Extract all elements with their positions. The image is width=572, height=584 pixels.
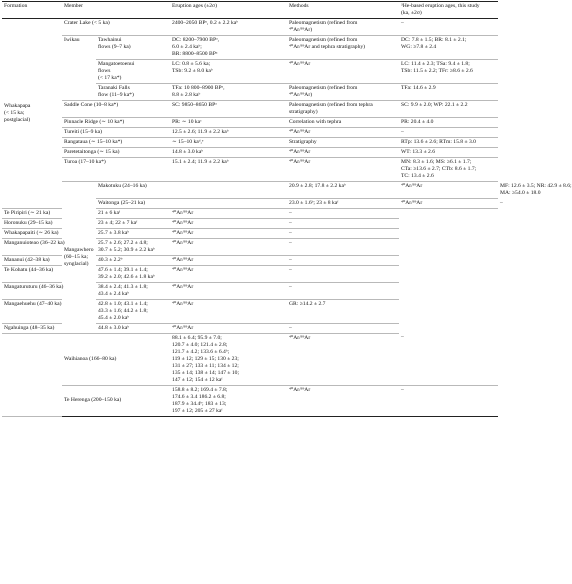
cell-text-line: ∼ 15–10 kaᵈ,ᵉ (172, 139, 204, 145)
cell-text-line: (60–15 ka; (64, 253, 89, 260)
ages-cell (170, 84, 287, 101)
methods-cell (170, 208, 287, 218)
cell-text-line: 2400–2050 BPᵃ, 0.2 ± 2.2 kaᵇ (172, 20, 239, 26)
cell-text-line: – (401, 129, 404, 135)
cell-text-line: 135 ± 14; 138 ± 14; 147 ± 10; (172, 369, 240, 376)
cell-text-line: TSb: 9.2 ± 8.0 kaᵇ (172, 68, 213, 74)
cell-text-line: GR: ≥14.2 ± 2.7 (289, 300, 326, 307)
ages-cell (96, 282, 170, 299)
cell-text-line: 187.9 ± 34.4ᵇ; 183 ± 13; (172, 400, 227, 407)
cell-text-line: ⁴⁰Ar/³⁹Ar and tephra stratigraphy) (289, 44, 366, 50)
ages-cell (170, 138, 287, 148)
he-ages-cell (287, 255, 399, 265)
he-ages-cell (287, 265, 399, 282)
header-row (2, 2, 498, 19)
member-cell (2, 299, 96, 323)
cell-text-line: ⁴⁰Ar/³⁹Ar (289, 159, 311, 165)
member-cell (62, 385, 170, 416)
he-ages-cell (399, 138, 498, 148)
cell-text-line: SC: 9.9 ± 2.0; WP: 22.1 ± 2.2 (401, 102, 468, 108)
cell-text-line: ⁴⁰Ar/³⁹Ar (172, 229, 194, 236)
he-ages-cell (399, 158, 498, 182)
cell-text-line: ⁴⁰Ar/³⁹Ar (289, 61, 311, 67)
cell-text-line: Manganuioteao (36–22 ka) (4, 239, 65, 246)
methods-cell (399, 198, 498, 208)
ages-cell (96, 218, 170, 228)
cell-text-line: 14.8 ± 3.0 kaᵇ (172, 149, 204, 155)
cell-text-line: – (289, 256, 292, 263)
ages-cell (170, 158, 287, 182)
member-cell (62, 128, 170, 138)
member-cell (2, 228, 96, 238)
methods-cell (170, 255, 287, 265)
methods-cell (170, 265, 287, 282)
cell-text-line: Whakapapaiti (∼ 26 ka) (4, 229, 59, 236)
ages-cell (96, 208, 170, 218)
cell-text-line: LC: 0.8 ± 5.6 ka; (172, 61, 211, 67)
table-row (2, 218, 498, 228)
member-cell (2, 208, 96, 218)
ages-cell (170, 333, 287, 385)
methods-cell (287, 84, 399, 101)
cell-text-line: PR: ∼ 10 kaᶜ (172, 119, 202, 125)
member-cell (96, 84, 170, 101)
member-cell (62, 118, 170, 128)
cell-text-line: 174.6 ± 3.4 186.2 ± 6.8; (172, 393, 226, 400)
header-eruption-ages: Eruption ages (±2σ) (170, 2, 287, 19)
he-ages-cell (287, 282, 399, 299)
cell-text-line: 158.8 ± 8.2; 169.4 ± 7.8; (172, 386, 228, 393)
ages-cell (170, 60, 287, 84)
cell-text-line: ⁴⁰Ar/³⁹Ar (289, 386, 311, 393)
header-he-ages (399, 2, 498, 19)
methods-cell (287, 101, 399, 118)
cell-text-line: Ngahuinga (48–35 ka) (4, 324, 55, 331)
cell-text-line: 40.3 ± 2.2ᵇ (98, 256, 123, 263)
cell-text-line: 42.8 ± 1.0; 43.1 ± 1.4; (98, 300, 148, 307)
cell-text-line: 23.0 ± 1.6ᵇ; 23 ± 8 kaᶠ (289, 199, 339, 206)
cell-text-line: Paretetaitonga (∼ 15 ka) (64, 149, 120, 155)
table-row (2, 228, 498, 238)
ages-cell (170, 101, 287, 118)
cell-text-line: Turoa (17–10 ka*) (64, 159, 106, 165)
methods-cell (287, 36, 399, 60)
cell-text-line: TFa: 10 800–8900 BPᵃ, (172, 85, 225, 91)
cell-text-line: Stratigraphy (289, 139, 317, 145)
cell-text-line: Paleomagnetism (refined from (289, 85, 358, 91)
ages-cell (96, 228, 170, 238)
methods-cell (287, 138, 399, 148)
cell-text-line: postglacial) (4, 116, 31, 123)
header-he-ages-line1: ³He-based eruption ages, this study (401, 3, 480, 9)
methods-cell (287, 118, 399, 128)
methods-cell (287, 385, 399, 416)
cell-text-line: synglacial) (64, 260, 89, 267)
he-ages-cell (399, 19, 498, 36)
cell-text-line: – (401, 386, 404, 393)
member-cell (2, 218, 96, 228)
ages-cell (170, 128, 287, 138)
cell-text-line: 12.5 ± 2.6; 11.9 ± 2.2 kaᵇ (172, 129, 229, 135)
cell-text-line: 147 ± 12; 154 ± 12 kaᶠ (172, 376, 223, 383)
cell-text-line: Whakapapa (4, 102, 31, 109)
cell-text-line: flows (9–7 ka) (98, 44, 131, 50)
table-row (2, 299, 498, 323)
cell-text-line: stratigraphy) (289, 109, 318, 115)
ages-cell (170, 118, 287, 128)
cell-text-line: flows (98, 68, 111, 74)
table-row (2, 36, 498, 60)
cell-text-line: 25.7 ± 2.6; 27.2 ± 4.8; (98, 239, 148, 246)
cell-text-line: Makotuku (24–16 ka) (98, 183, 147, 189)
cell-text-line: ⁴⁰Ar/³⁹Ar (289, 129, 311, 135)
methods-cell (287, 158, 399, 182)
cell-text-line: WT: 13.3 ± 2.6 (401, 149, 436, 155)
cell-text-line: Horonuku (29–15 ka) (4, 219, 53, 226)
cell-text-line: Mangaehuehu (47–40 ka) (4, 300, 62, 307)
he-ages-cell (399, 101, 498, 118)
cell-text-line: TFa: 14.6 ± 2.9 (401, 85, 436, 91)
cell-text-line: – (289, 219, 292, 226)
cell-text-line: SC: 9850–8650 BPᵃ (172, 102, 217, 108)
cell-text-line: 45.4 ± 2.0 kaᵇ (98, 314, 130, 321)
cell-text-line: – (289, 283, 292, 290)
cell-text-line: Paleomagnetism (refined from (289, 37, 358, 43)
cell-text-line: DC: 7.8 ± 1.5; BR: 8.1 ± 2.1; (401, 37, 467, 43)
cell-text-line: Mananui (42–38 ka) (4, 256, 50, 263)
cell-text-line: ⁴⁰Ar/³⁹Ar (172, 209, 194, 216)
header-member: Member (62, 2, 170, 19)
methods-cell (287, 333, 399, 385)
table-row: Waitonga (25–21 ka) 23.0 ± 1.6ᵇ; 23 ± 8 kaᶠ ⁴⁰Ar/³⁹Ar – (2, 198, 498, 208)
cell-text-line: ⁴⁰Ar/³⁹Ar (289, 334, 311, 341)
member-cell (96, 182, 287, 199)
cell-text-line: Tawhainui (98, 37, 122, 43)
cell-text-line: Saddle Cone (10–8 ka*) (64, 102, 119, 108)
cell-text-line: BR: 8800–8500 BPᵃ (172, 51, 218, 57)
table-row (2, 118, 498, 128)
cell-text-line: Te Herenga (200–150 ka) (64, 397, 122, 403)
table-row (2, 385, 498, 416)
he-ages-cell (399, 60, 498, 84)
cell-text-line: Taranaki Falls (98, 85, 130, 91)
cell-text-line: Mangatoetoenui (98, 61, 135, 67)
cell-text-line: DC: 8200–7900 BPᵃ, (172, 37, 220, 43)
he-ages-cell (287, 218, 399, 228)
member-cell (62, 138, 170, 148)
cell-text-line: TC: 13.4 ± 2.6 (401, 173, 434, 179)
member-cell (62, 158, 170, 182)
table-row: Mangawhero (60–15 ka; synglacial) Makotuku (24–16 ka) 20.9 ± 2.8; 17.8 ± 2.2 kaᵇ ⁴⁰Ar/³⁹Ar MF: 12.6 ± 3.5; NR: 42.9 ± 8.6; MA: ≥54.0 ± 18.0 (2, 182, 498, 199)
cell-text-line: 23 ± 4; 22 ± 7 kaᶠ (98, 219, 138, 226)
cell-text-line: 15.1 ± 2.4; 11.9 ± 2.2 kaᵇ (172, 159, 229, 165)
cell-text-line: – (289, 229, 292, 236)
he-ages-cell (399, 333, 498, 385)
methods-cell (170, 299, 287, 323)
ages-cell (170, 148, 287, 158)
member-cell (96, 36, 170, 60)
cell-text-line: 88.1 ± 6.4; 95.9 ± 7.0; (172, 334, 222, 341)
member-cell (62, 333, 170, 385)
cell-text-line: ⁴⁰Ar/³⁹Ar (172, 324, 194, 331)
member-cell (96, 198, 287, 208)
header-formation: Formation (2, 2, 62, 19)
member-cell (62, 148, 170, 158)
methods-cell (287, 128, 399, 138)
eruption-ages-table (2, 1, 572, 417)
cell-text-line: Rangataua (∼ 15–10 ka*) (64, 139, 123, 145)
table-row (2, 128, 498, 138)
he-ages-cell (399, 118, 498, 128)
table-row (2, 138, 498, 148)
cell-text-line: TSb: 11.5 ± 2.2; TFr: ≥8.6 ± 2.6 (401, 68, 473, 74)
cell-text-line: Pinnacle Ridge (∼ 10 ka*) (64, 119, 125, 125)
table-row (2, 158, 498, 182)
cell-text-line: MN: 8.3 ± 1.6; MS: ≥6.1 ± 1.7; (401, 159, 472, 165)
he-ages-cell (287, 299, 399, 323)
cell-text-line: ⁴⁰Ar/³⁹Ar) (289, 27, 313, 33)
table-row (2, 333, 498, 385)
ages-cell (96, 255, 170, 265)
cell-text-line: 197 ± 12; 205 ± 27 kaᶠ (172, 407, 223, 414)
cell-text-line: Paleomagnetism (refined from (289, 20, 358, 26)
he-ages-cell (399, 385, 498, 416)
methods-cell (170, 238, 287, 255)
table-row (2, 19, 498, 36)
cell-text-line: RTp: 13.6 ± 2.6; RTm: 15.8 ± 3.0 (401, 139, 476, 145)
table-row (2, 208, 498, 218)
cell-text-line: Tureiti (15–9 ka) (64, 129, 103, 135)
methods-cell (170, 282, 287, 299)
cell-text-line: Waihianoa (166–80 ka) (64, 355, 117, 362)
cell-text-line: 25.7 ± 3.8 kaᵇ (98, 229, 130, 236)
member-cell (2, 323, 96, 333)
page (0, 1, 572, 584)
methods-cell (399, 182, 498, 199)
he-ages-cell (287, 238, 399, 255)
methods-cell (170, 323, 287, 333)
cell-text-line: 8.8 ± 2.8 kaᵇ (172, 92, 201, 98)
methods-cell (170, 218, 287, 228)
methods-cell (287, 19, 399, 36)
cell-text-line: – (401, 334, 404, 340)
ages-cell (287, 182, 399, 199)
cell-text-line: ⁴⁰Ar/³⁹Ar) (289, 92, 313, 98)
formation-cell-whakapapa (2, 19, 62, 209)
member-cell (62, 19, 170, 36)
ages-cell (96, 265, 170, 282)
table-row (2, 323, 498, 333)
cell-text-line: 119 ± 12; 129 ± 15; 130 ± 23; (172, 355, 239, 362)
member-cell (2, 282, 96, 299)
he-ages-cell (287, 323, 399, 333)
methods-cell (287, 148, 399, 158)
ages-cell (170, 36, 287, 60)
he-ages-cell (287, 208, 399, 218)
cell-text-line: 120.7 ± 4.0; 121.4 ± 2.8; (172, 341, 228, 348)
member-cell (62, 101, 170, 118)
cell-text-line: Te Piripiri (∼ 21 ka) (4, 209, 51, 216)
cell-text-line: 39.2 ± 2.0; 42.6 ± 1.8 kaᵇ (98, 273, 155, 280)
he-ages-cell (399, 84, 498, 101)
cell-text-line: 38.4 ± 2.4; 41.3 ± 1.8; (98, 283, 148, 290)
cell-text-line: 43.4 ± 2.4 kaᵇ (98, 290, 130, 297)
cell-text-line: – (401, 20, 404, 26)
methods-cell (287, 60, 399, 84)
ages-cell (170, 19, 287, 36)
table-row (2, 101, 498, 118)
formation-cell-empty (2, 333, 62, 416)
cell-text-line: 6.0 ± 2.4 kaᵇ; (172, 44, 202, 50)
cell-text-line: Te Kohatu (44–36 ka) (4, 266, 54, 273)
cell-text-line: 21 ± 6 kaᶠ (98, 209, 121, 216)
cell-text-line: 131 ± 27; 133 ± 11; 134 ± 12; (172, 362, 239, 369)
cell-text-line: ⁴⁰Ar/³⁹Ar (172, 239, 194, 246)
ages-cell (287, 198, 399, 208)
he-ages-cell (287, 228, 399, 238)
cell-text-line: – (289, 209, 292, 216)
cell-text-line: WG: ≥7.8 ± 2.4 (401, 44, 437, 50)
cell-text-line: 20.9 ± 2.8; 17.8 ± 2.2 kaᵇ (289, 183, 346, 189)
ages-cell (96, 323, 170, 333)
header-he-ages-line2: (ka, ±2σ) (401, 10, 422, 16)
cell-text-line: 47.6 ± 1.4; 39.1 ± 1.4; (98, 266, 148, 273)
member-cell (96, 60, 170, 84)
cell-text-line: ⁴⁰Ar/³⁹Ar (172, 300, 194, 307)
cell-text-line: 30.7 ± 5.2; 30.9 ± 2.2 kaᵇ (98, 246, 155, 253)
cell-text-line: 43.3 ± 1.6; 44.2 ± 1.8; (98, 307, 148, 314)
he-ages-cell (399, 128, 498, 138)
he-ages-cell (399, 148, 498, 158)
table-row (2, 282, 498, 299)
table-row (2, 148, 498, 158)
ages-cell (170, 385, 287, 416)
cell-text-line: Waitonga (25–21 ka) (98, 199, 146, 206)
cell-text-line: ⁴⁰Ar/³⁹Ar (172, 266, 194, 273)
cell-text-line: Mangaturuturu (46–36 ka) (4, 283, 64, 290)
cell-text-line: Crater Lake (< 5 ka) (64, 20, 110, 26)
cell-text-line: CTa: ≥13.6 ± 2.7; CTb: 8.6 ± 1.7; (401, 166, 477, 172)
cell-text-line: ⁴⁰Ar/³⁹Ar (172, 219, 194, 226)
cell-text-line: Correlation with tephra (289, 119, 342, 125)
cell-text-line: ⁴⁰Ar/³⁹Ar (289, 149, 311, 155)
cell-text-line: (< 15 ka; (4, 109, 25, 116)
ages-cell (96, 299, 170, 323)
cell-text-line: Mangawhero (64, 246, 94, 253)
cell-text-line: – (289, 239, 292, 246)
methods-cell (170, 228, 287, 238)
header-methods: Methods (287, 2, 399, 19)
cell-text-line: flow (11–9 ka*) (98, 92, 134, 98)
cell-text-line: ⁴⁰Ar/³⁹Ar (401, 183, 423, 189)
he-ages-cell (399, 36, 498, 60)
ages-cell (96, 238, 170, 255)
member-group-iwikau: Iwikau (62, 36, 96, 101)
cell-text-line: LC: 11.4 ± 2.3; TSa: 9.4 ± 1.8; (401, 61, 470, 67)
cell-text-line: Paleomagnetism (refined from tephra (289, 102, 373, 108)
cell-text-line: ⁴⁰Ar/³⁹Ar (172, 256, 194, 263)
cell-text-line: PR: 20.4 ± 4.0 (401, 119, 434, 125)
cell-text-line: ⁴⁰Ar/³⁹Ar (172, 283, 194, 290)
cell-text-line: 44.8 ± 3.0 kaᵇ (98, 324, 130, 331)
cell-text-line: – (289, 266, 292, 273)
cell-text-line: 121.7 ± 4.2; 133.6 ± 6.4ᵇ; (172, 348, 230, 355)
cell-text-line: (< 17 ka*) (98, 75, 122, 81)
cell-text-line: ⁴⁰Ar/³⁹Ar (401, 199, 423, 206)
cell-text-line: – (289, 324, 292, 331)
